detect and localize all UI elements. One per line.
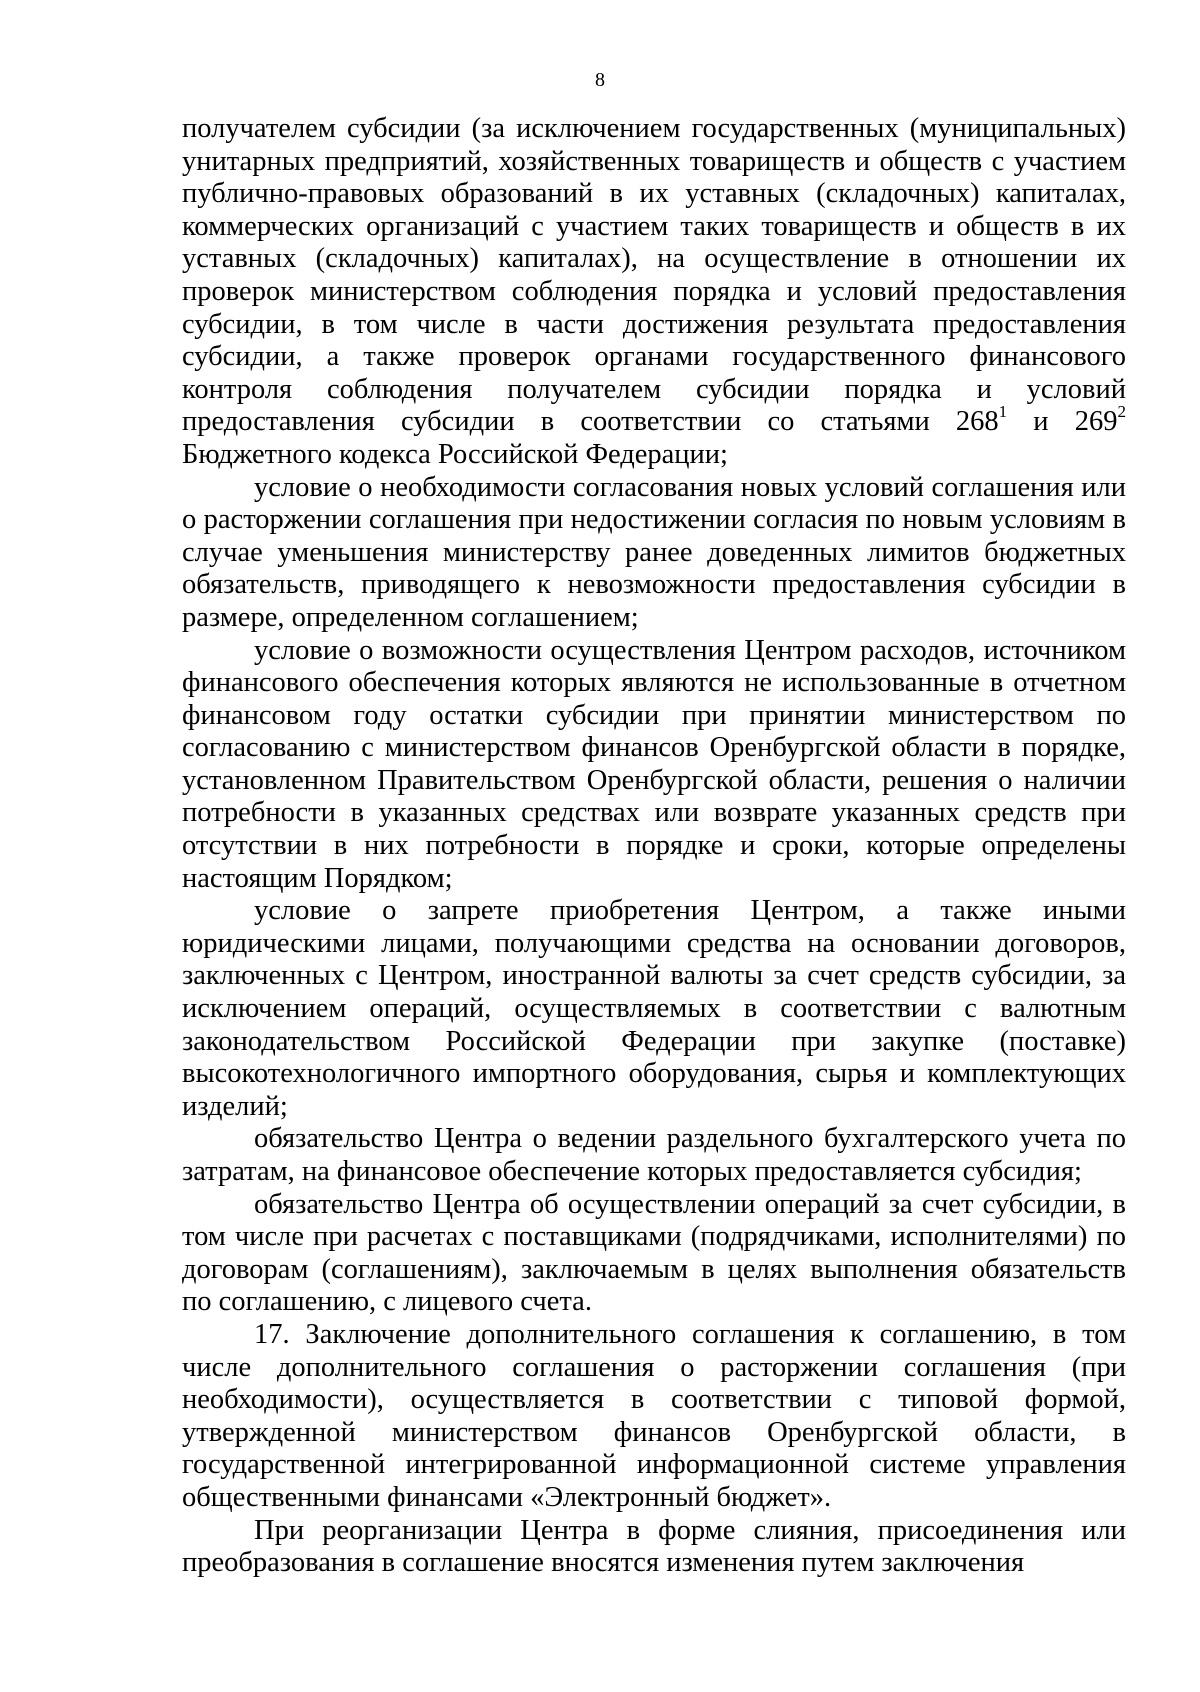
paragraph-separate-accounting: обязательство Центра о ведении раздельного бухгалтерского учета по затратам, на финансовое обеспечение которых предоставляется субсидия; bbox=[182, 1123, 1126, 1187]
paragraph-personal-account: обязательство Центра об осуществлении операций за счет субсидии, в том числе при расчетах с поставщиками (подрядчиками, исполнителями) по договорам (соглашениям), заключаемым в целях выполнения обязательств по соглашению, с лицевого счета. bbox=[182, 1188, 1126, 1318]
paragraph-currency-ban: условие о запрете приобретения Центром, а также иными юридическими лицами, получающими средства на основании договоров, заключенных с Центром, иностранной валюты за счет средств субсидии, за исключением операций, осуществляемых в соответствии с валютным законодательством Российской Федерации при закупке (поставке) высокотехнологичного импортного оборудования, сырья и комплектующих изделий; bbox=[182, 895, 1126, 1122]
paragraph-reorganization: При реорганизации Центра в форме слияния, присоединения или преобразования в соглашение вносятся изменения путем заключения bbox=[182, 1514, 1126, 1579]
document-body bbox=[182, 113, 1126, 1580]
paragraph-text: и bbox=[1007, 406, 1075, 438]
article-superscript: 2 bbox=[1117, 402, 1126, 422]
article-number: 269 bbox=[1074, 406, 1118, 438]
paragraph-recipient-consent bbox=[182, 113, 1126, 472]
paragraph-item-17: 17. Заключение дополнительного соглашения к соглашению, в том числе дополнительного соглашения о расторжении соглашения (при необходимости), осуществляется в соответствии с типовой формой, утвержденной министерством финансов Оренбургской области, в государственной интегрированной информационной системе управления общественными финансами «Электронный бюджет». bbox=[182, 1318, 1126, 1513]
paragraph-text: получателем субсидии (за исключением государственных (муниципальных) унитарных предприятий, хозяйственных товариществ и обществ с участием публично-правовых образований в их уставных (складочных) капиталах, коммерческих организаций с участием таких товариществ и обществ в их уставных (складочных) капиталах), на осуществление в отношении их проверок министерством соблюдения порядка и условий предоставления субсидии, в том числе в части достижения результата предоставления субсидии, а также проверок органами государственного финансового контроля соблюдения получателем субсидии порядка и условий предоставления субсидии в соответствии со статьями bbox=[182, 113, 1126, 438]
paragraph-new-conditions: условие о необходимости согласования новых условий соглашения или о расторжении соглашения при недостижении согласия по новым условиям в случае уменьшения министерству ранее доведенных лимитов бюджетных обязательств, приводящего к невозможности предоставления субсидии в размере, определенном соглашением; bbox=[182, 471, 1126, 633]
page-number: 8 bbox=[595, 69, 605, 91]
article-number: 268 bbox=[955, 406, 999, 438]
article-superscript: 1 bbox=[998, 402, 1008, 422]
paragraph-unused-balances: условие о возможности осуществления Центром расходов, источником финансового обеспечения которых являются не использованные в отчетном финансовом году остатки субсидии при принятии министерством по согласованию с министерством финансов Оренбургской области в порядке, установленном Правительством Оренбургской области, решения о наличии потребности в указанных средствах или возврате указанных средств при отсутствии в них потребности в порядке и сроки, которые определены настоящим Порядком; bbox=[182, 634, 1126, 894]
paragraph-text: Бюджетного кодекса Российской Федерации; bbox=[182, 438, 728, 470]
